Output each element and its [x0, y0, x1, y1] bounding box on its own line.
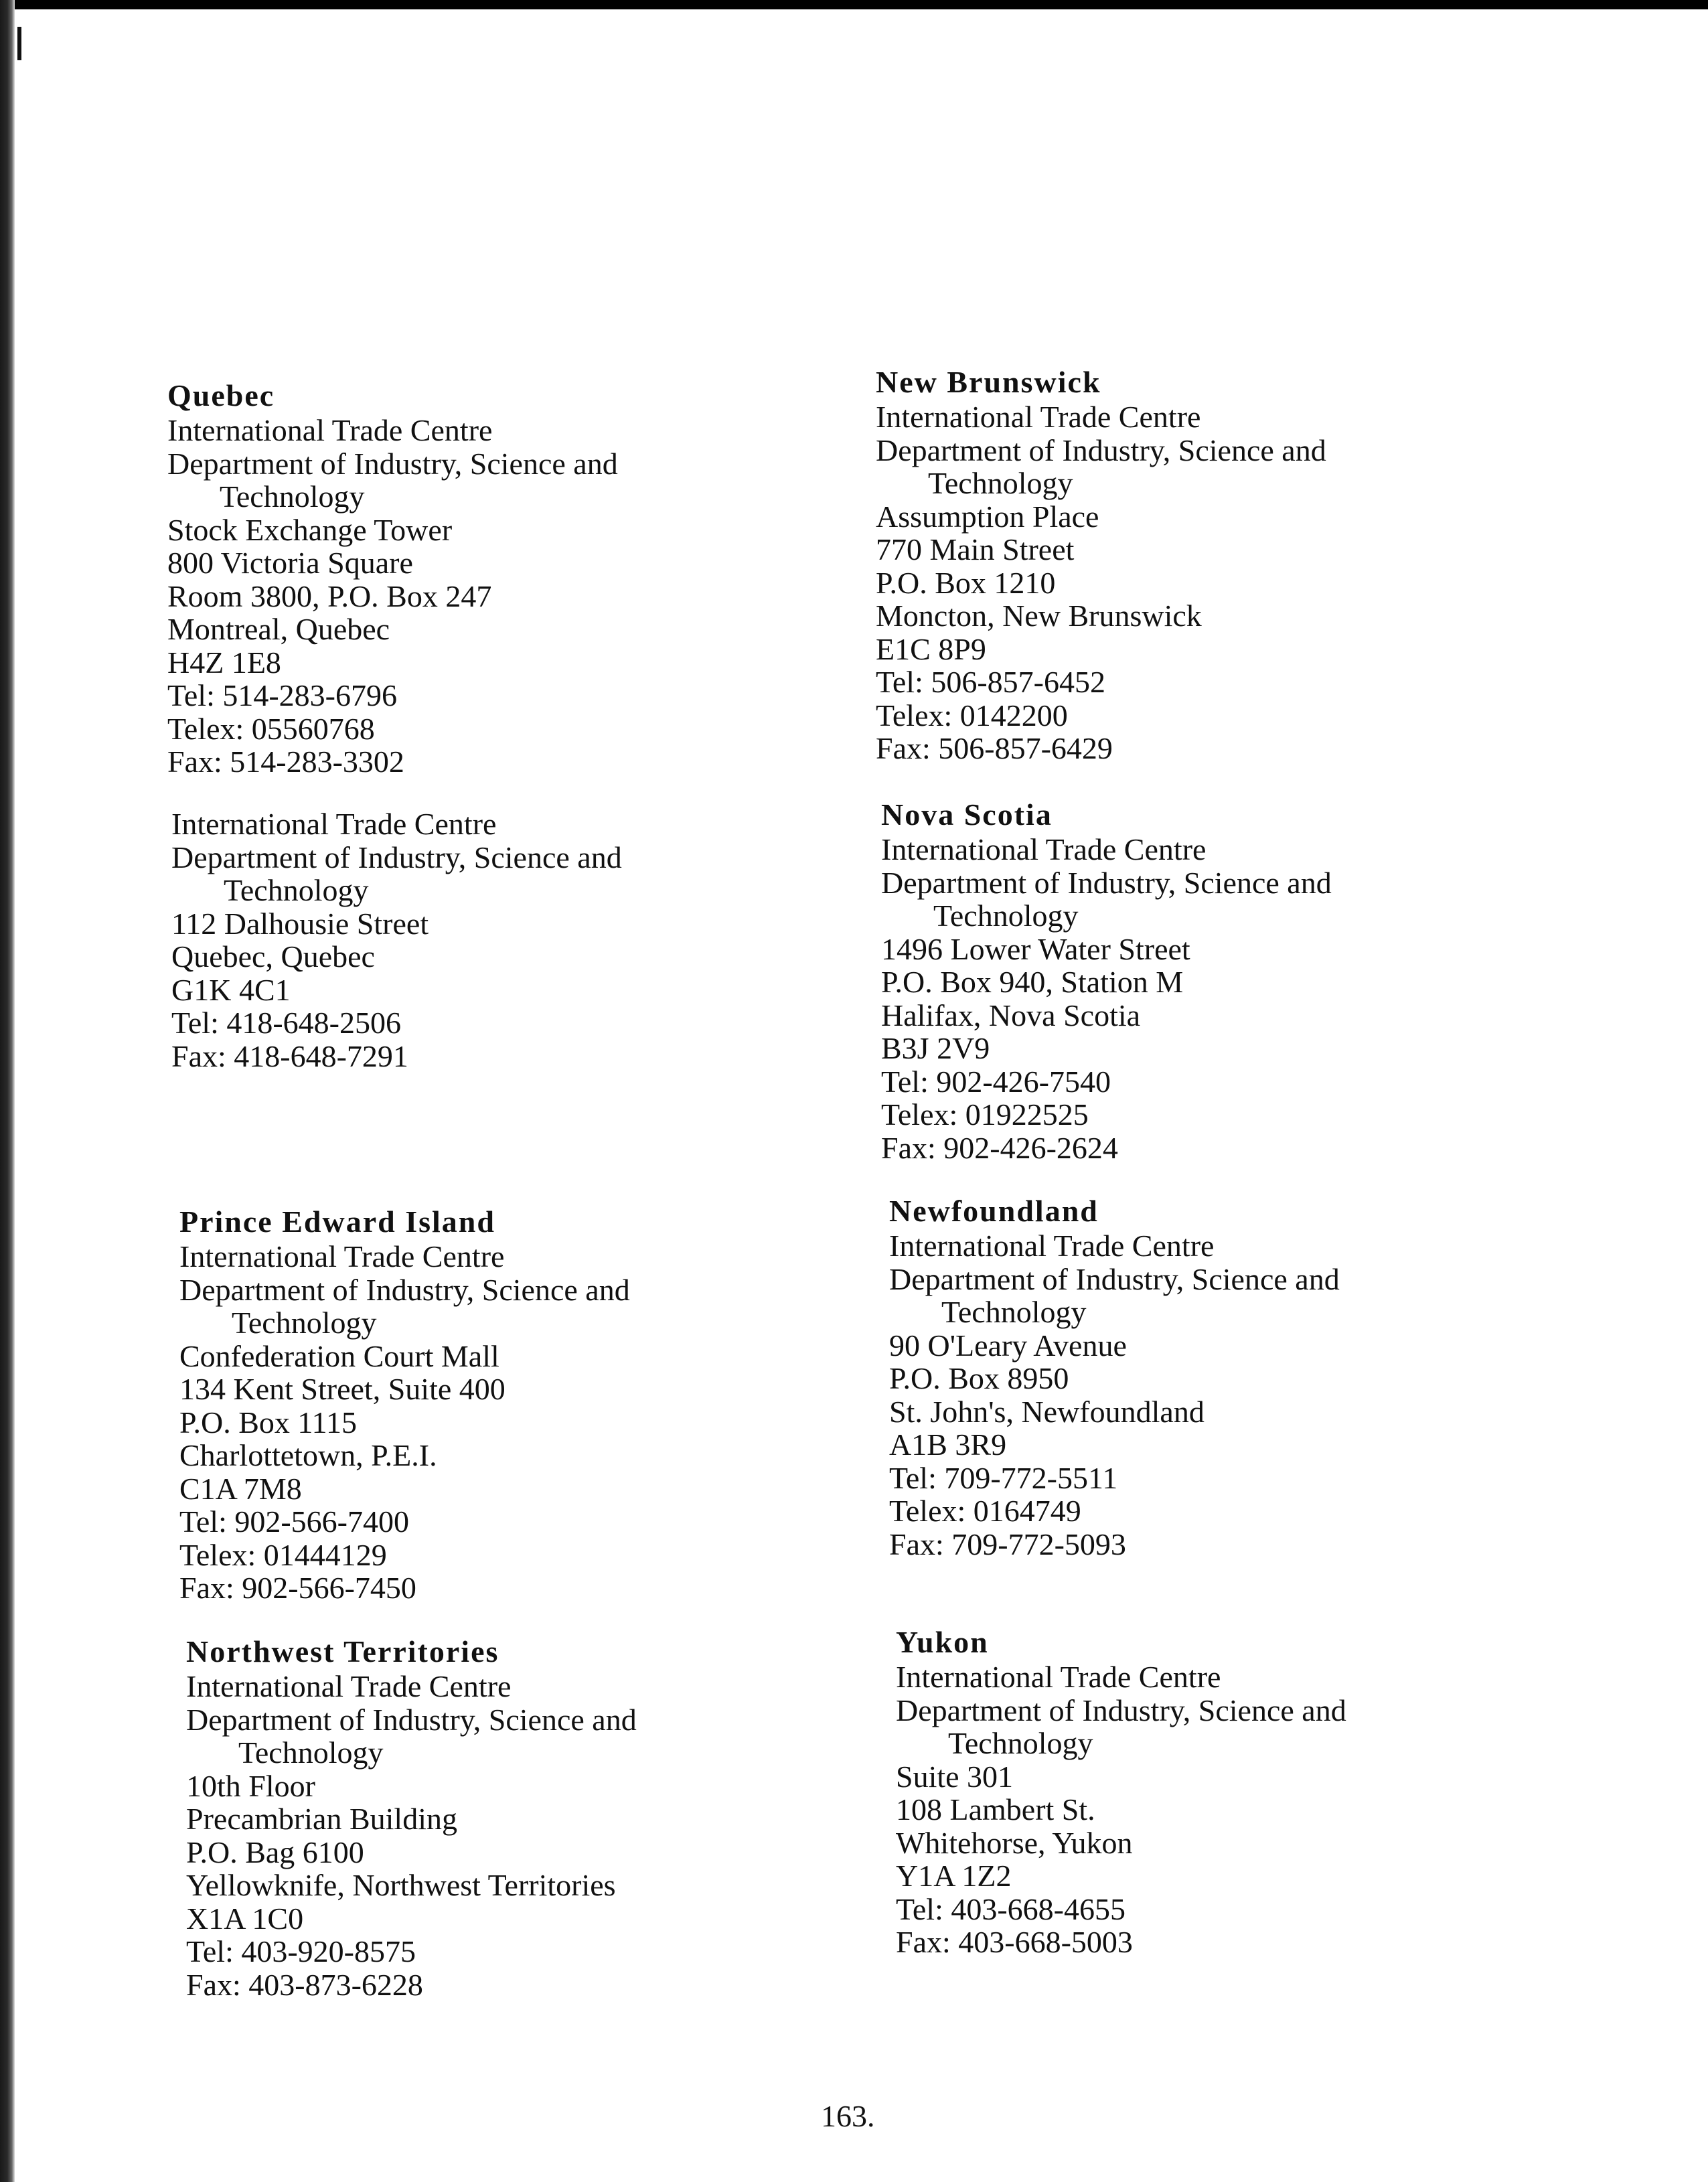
left-scan-edge — [0, 0, 15, 2182]
address-line: A1B 3R9 — [889, 1427, 1007, 1462]
address-line: P.O. Box 1210 — [876, 565, 1056, 600]
address-line: Department of Industry, Science and — [889, 1261, 1340, 1296]
address-line: Technology — [232, 1306, 377, 1340]
fax-line: Fax: 418-648-7291 — [171, 1038, 408, 1073]
telex-line: Telex: 0142200 — [876, 698, 1068, 732]
address-line: 10th Floor — [186, 1768, 315, 1803]
address-line: 134 Kent Street, Suite 400 — [179, 1372, 506, 1406]
address-line: Confederation Court Mall — [179, 1338, 499, 1373]
tel-line: Tel: 514-283-6796 — [167, 678, 398, 712]
telex-line: Telex: 05560768 — [167, 711, 375, 746]
tel-line: Tel: 418-648-2506 — [171, 1006, 402, 1040]
region-heading: Prince Edward Island — [179, 1204, 495, 1239]
fax-line: Fax: 902-566-7450 — [179, 1571, 416, 1605]
address-line: E1C 8P9 — [876, 631, 986, 666]
address-line: P.O. Box 1115 — [179, 1405, 357, 1439]
telex-line: Telex: 01922525 — [881, 1097, 1089, 1132]
address-line: Technology — [220, 479, 365, 514]
left-scan-mark — [17, 27, 21, 60]
tel-line: Tel: 902-566-7400 — [179, 1504, 410, 1539]
address-line: International Trade Centre — [171, 807, 497, 841]
address-line: Department of Industry, Science and — [186, 1702, 637, 1737]
address-line: Montreal, Quebec — [167, 612, 390, 646]
address-line: G1K 4C1 — [171, 972, 291, 1007]
office-entry-quebec-city — [171, 807, 908, 1073]
tel-line: Tel: 403-668-4655 — [896, 1891, 1126, 1926]
address-line: B3J 2V9 — [881, 1031, 990, 1065]
region-heading: Quebec — [167, 378, 275, 412]
address-line: International Trade Centre — [186, 1669, 512, 1703]
region-heading: Newfoundland — [889, 1194, 1099, 1228]
address-line: Whitehorse, Yukon — [896, 1825, 1133, 1860]
address-line: P.O. Bag 6100 — [186, 1835, 364, 1869]
address-line: Yellowknife, Northwest Territories — [186, 1868, 616, 1902]
address-line: 108 Lambert St. — [896, 1792, 1095, 1826]
address-line: H4Z 1E8 — [167, 645, 281, 680]
telex-line: Telex: 01444129 — [179, 1537, 387, 1572]
address-line: Technology — [238, 1735, 384, 1770]
address-line: 800 Victoria Square — [167, 546, 413, 580]
address-line: Department of Industry, Science and — [896, 1693, 1346, 1727]
address-line: 770 Main Street — [876, 532, 1075, 566]
address-line: X1A 1C0 — [186, 1901, 304, 1936]
address-line: International Trade Centre — [881, 832, 1207, 866]
address-line: International Trade Centre — [167, 413, 493, 447]
address-line: C1A 7M8 — [179, 1471, 302, 1506]
address-line: Y1A 1Z2 — [896, 1859, 1012, 1893]
address-line: Assumption Place — [876, 499, 1099, 534]
office-entry-newfoundland — [889, 1194, 1626, 1561]
fax-line: Fax: 403-668-5003 — [896, 1925, 1133, 1959]
office-entry-northwest-territories — [186, 1635, 923, 2001]
address-line: Suite 301 — [896, 1759, 1014, 1794]
address-line: P.O. Box 8950 — [889, 1361, 1069, 1395]
address-line: Charlottetown, P.E.I. — [179, 1438, 437, 1472]
address-line: 112 Dalhousie Street — [171, 906, 429, 941]
fax-line: Fax: 403-873-6228 — [186, 1967, 423, 2002]
fax-line: Fax: 514-283-3302 — [167, 745, 404, 779]
address-line: P.O. Box 940, Station M — [881, 965, 1184, 999]
address-line: St. John's, Newfoundland — [889, 1394, 1205, 1429]
address-line: Stock Exchange Tower — [167, 512, 453, 547]
tel-line: Tel: 506-857-6452 — [876, 665, 1106, 699]
address-line: Moncton, New Brunswick — [876, 599, 1202, 633]
top-border — [0, 0, 1708, 9]
address-line: International Trade Centre — [889, 1229, 1215, 1263]
address-line: Department of Industry, Science and — [876, 433, 1326, 467]
region-heading: Nova Scotia — [881, 797, 1053, 832]
region-heading: New Brunswick — [876, 365, 1101, 399]
address-line: Precambrian Building — [186, 1802, 457, 1836]
address-line: Technology — [928, 466, 1073, 500]
office-entry-nova-scotia — [881, 798, 1618, 1164]
address-line: International Trade Centre — [876, 400, 1201, 434]
fax-line: Fax: 902-426-2624 — [881, 1130, 1118, 1165]
region-heading: Northwest Territories — [186, 1634, 499, 1668]
office-entry-pei — [179, 1205, 916, 1605]
address-line: Department of Industry, Science and — [881, 865, 1332, 900]
office-entry-quebec-montreal — [167, 379, 904, 779]
address-line: Department of Industry, Science and — [171, 840, 622, 874]
address-line: Room 3800, P.O. Box 247 — [167, 578, 492, 613]
address-line: International Trade Centre — [179, 1239, 505, 1273]
office-entry-new-brunswick — [876, 366, 1612, 765]
address-line: Technology — [933, 899, 1079, 933]
tel-line: Tel: 403-920-8575 — [186, 1934, 416, 1968]
telex-line: Telex: 0164749 — [889, 1494, 1081, 1528]
region-heading: Yukon — [896, 1625, 989, 1659]
fax-line: Fax: 709-772-5093 — [889, 1527, 1126, 1561]
address-line: Department of Industry, Science and — [167, 446, 618, 481]
address-line: Halifax, Nova Scotia — [881, 998, 1141, 1032]
fax-line: Fax: 506-857-6429 — [876, 731, 1113, 765]
address-line: Quebec, Quebec — [171, 939, 375, 973]
address-line: Technology — [224, 873, 369, 907]
address-line: Department of Industry, Science and — [179, 1272, 630, 1307]
address-line: 90 O'Leary Avenue — [889, 1328, 1127, 1362]
tel-line: Tel: 709-772-5511 — [889, 1460, 1118, 1495]
address-line: Technology — [941, 1295, 1087, 1329]
address-line: 1496 Lower Water Street — [881, 931, 1190, 966]
page-number: 163. — [821, 2099, 875, 2133]
address-line: International Trade Centre — [896, 1660, 1221, 1694]
office-entry-yukon — [896, 1626, 1632, 1959]
tel-line: Tel: 902-426-7540 — [881, 1064, 1111, 1099]
address-line: Technology — [948, 1726, 1093, 1760]
